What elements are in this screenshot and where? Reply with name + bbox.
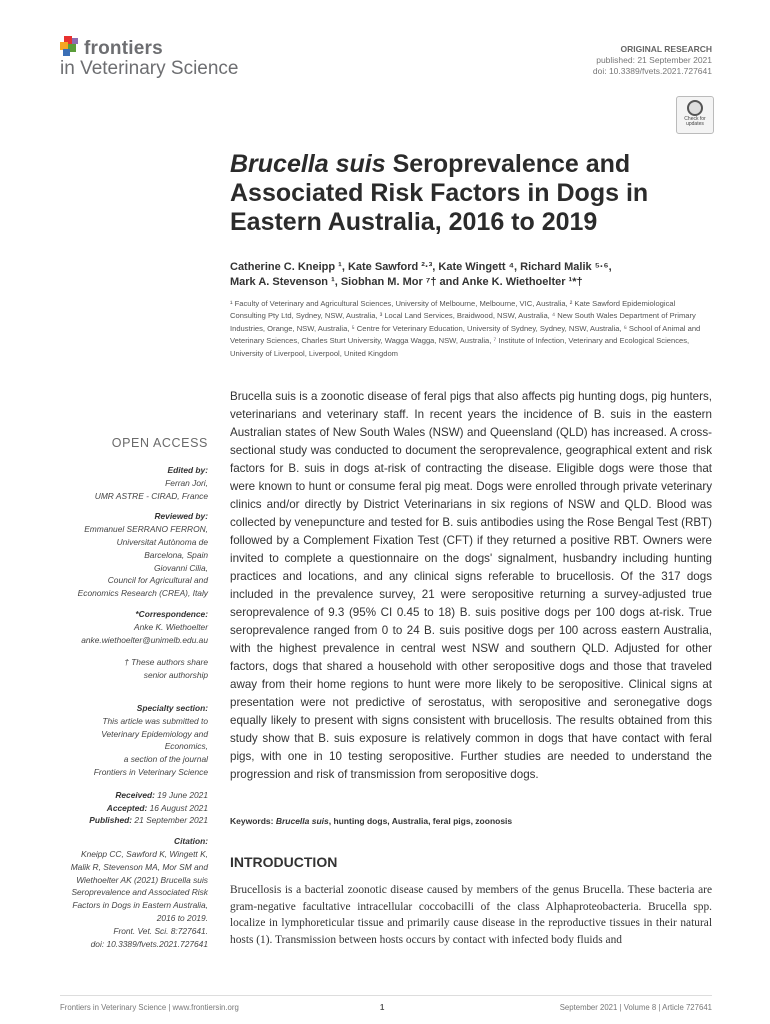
journal-brand: frontiers (84, 38, 163, 59)
page-number: 1 (380, 1003, 385, 1012)
footer-divider (60, 995, 712, 996)
affiliations: ¹ Faculty of Veterinary and Agricultural Sciences, University of Melbourne, Melbourne, VIC, Australia, ² Kate Sawford Epidemiological Consulting Pty Ltd, Sydney, NSW, Australia, ³ Local Land Services, Braidwood, NSW, Australia, ⁴ New South Wales Department of Primary Industries, Orange, NSW, Australia, ⁵ Centre for Veterinary Education, University of Sydney, Sydney, NSW, Australia, ⁶ School of Animal and Veterinary Sciences, Charles Sturt University, Wagga Wagga, NSW, Australia, ⁷ Institute of Infection, Veterinary and Ecological Sciences, University of Liverpool, Liverpool, United Kingdom (230, 299, 701, 358)
article-title: Brucella suis Seroprevalence and Associated Risk Factors in Dogs in Eastern Australia, 2016 to 2019 (230, 150, 649, 236)
sidebar-info: Edited by: Ferran Jori, UMR ASTRE - CIRAD, France Reviewed by: Emmanuel SERRANO FERRON, Universitat Autònoma de Barcelona, Spain Giovanni Cilia, Council for Agricultural and Economics Research (CREA), Italy *Correspondence: Anke K. Wiethoelter anke.wiethoelter@unimelb.edu.au † These authors share senior authorship Specialty section: This article was submitted to Veterinary Epidemiology and Economics, a section of the journal Frontiers in Veterinary Science Received: 19 June 2021 Accepted: 16 August 2021 Published: 21 September 2021 Citation: Kneipp CC, Sawford K, Wingett K, Malik R, Stevenson MA, Mor SM and Wiethoelter AK (2021) Brucella suis Seroprevalence and Associated Risk Factors in Dogs in Eastern Australia, 2016 to 2019. Front. Vet. Sci. 8:727641. doi: 10.3389/fvets.2021.727641 (60, 464, 208, 950)
keywords: Keywords: Brucella suis, hunting dogs, Australia, feral pigs, zoonosis (230, 816, 513, 826)
correspondence-email[interactable]: anke.wiethoelter@unimelb.edu.au (81, 634, 208, 645)
section-heading-introduction: INTRODUCTION (230, 854, 338, 870)
footer-journal: Frontiers in Veterinary Science | www.frontiersin.org (60, 1003, 239, 1012)
update-icon (687, 100, 703, 116)
author-list: Catherine C. Kneipp ¹, Kate Sawford ²·³, Kate Wingett ⁴, Richard Malik ⁵·⁶, Mark A. Stevenson ¹, Siobhan M. Mor ⁷† and Anke K. Wiethoelter ¹*† (230, 261, 612, 288)
published-date: published: 21 September 2021 (596, 55, 712, 65)
journal-name: in Veterinary Science (60, 58, 239, 79)
frontiers-logo-icon (58, 34, 82, 58)
abstract: Brucella suis is a zoonotic disease of feral pigs that also affects pig hunting dogs, pig hunters, veterinarians and veterinary staff. In recent years the incidence of B. suis in the eastern Australian states of New South Wales (NSW) and Queensland (QLD) has increased. A cross-sectional study was conducted to document the seroprevalence, geographical extent and risk factors for B. suis in dogs at-risk of contracting the disease. Eligible dogs were those that were known to hunt or consume feral pig meat. Dogs were enrolled through private veterinary clinics and/or directly by District Veterinarians in six regions of NSW and QLD. Blood was collected by venepuncture and tested for B. suis antibodies using the Rose Bengal Test (RBT) followed by a Complement Fixation Test (CFT) if they returned a positive RBT. Owners were invited to complete a questionnaire on the dogs' signalment, husbandry including hunting practices and locations, and any clinical signs referable to brucellosis. Of the 317 dogs included in the prevalence survey, 21 were seropositive returning a survey-adjusted true seroprevalence of 9.3 (95% CI 0.45 to 18) B. suis positive dogs per 100 dogs at-risk. True seroprevalence ranged from 0 to 24 B. suis positive dogs per 100 across eastern Australia, with the highest prevalence in central west NSW and southern QLD. Adjusted for other factors, dogs that shared a household with other seropositive dogs and those that traveled away from their home regions to hunt were more likely to be seropositive. Clinical signs at presentation were not predictive of serostatus, with seropositive and seronegative dogs equally likely to present with signs consistent with brucellosis. The results obtained from this study show that B. suis exposure is relatively common in dogs that have contact with feral pigs, with one in 10 testing seropositive. Further studies are needed to understand the progression and risk of transmission from seropositive dogs. (230, 390, 712, 781)
doi: doi: 10.3389/fvets.2021.727641 (592, 66, 712, 76)
article-meta (593, 44, 712, 77)
introduction-text: Brucellosis is a bacterial zoonotic disease caused by members of the genus Brucella. These bacteria are gram-negative facultative intracellular coccobacilli of the class Alphaproteobacteria. Brucella spp. localize in lymphoreticular tissue and primarily cause disease in the reproductive tissues in their natural hosts (1). Transmission between hosts occurs by contact with infected body fluids and (230, 884, 712, 946)
check-for-updates-badge[interactable]: Check for updates (676, 96, 714, 134)
open-access-label: OPEN ACCESS (111, 436, 208, 450)
article-type: ORIGINAL RESEARCH (620, 44, 712, 54)
footer-volume: September 2021 | Volume 8 | Article 727641 (559, 1003, 712, 1012)
